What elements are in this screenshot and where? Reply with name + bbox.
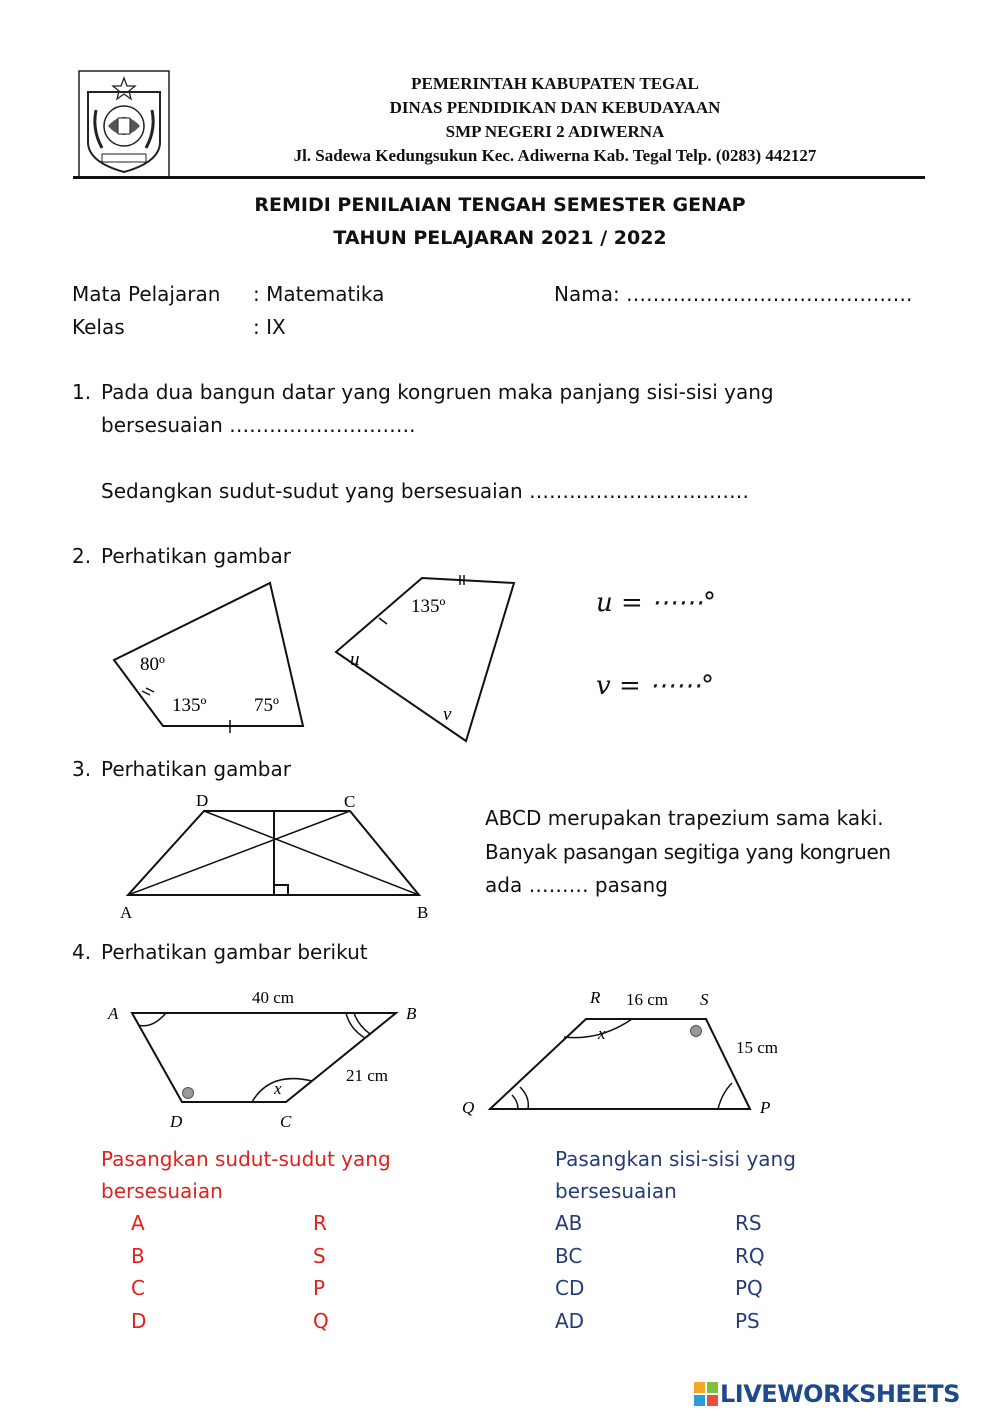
angle-left-item[interactable]: D [131, 1309, 147, 1333]
q4-number: 4. [72, 940, 92, 964]
q3-text: Perhatikan gambar [101, 757, 291, 781]
exam-year: TAHUN PELAJARAN 2021 / 2022 [333, 227, 667, 249]
q2-text: Perhatikan gambar [101, 544, 291, 568]
q3-number: 3. [72, 757, 92, 781]
side-right-item[interactable]: RS [735, 1211, 762, 1235]
side-right-item[interactable]: PQ [735, 1276, 763, 1300]
q4-text: Perhatikan gambar berikut [101, 940, 368, 964]
q2-fig1-angle-135: 135º [172, 695, 207, 716]
q2-fig1-angle-75: 75º [254, 695, 279, 716]
q2-number: 2. [72, 544, 92, 568]
angle-right-item[interactable]: Q [313, 1309, 329, 1333]
angle-left-item[interactable]: C [131, 1276, 145, 1300]
header-line-4: Jl. Sadewa Kedungsukun Kec. Adiwerna Kab. Tegal Telp. (0283) 442127 [293, 146, 817, 165]
angle-right-item[interactable]: P [313, 1276, 326, 1300]
liveworksheets-logo [694, 1379, 994, 1409]
header-divider [73, 176, 925, 179]
q4-fig2-label-r: R [590, 988, 601, 1007]
side-left-item[interactable]: AB [555, 1211, 583, 1235]
q4-fig1-label-d: D [170, 1112, 183, 1131]
q1-line-1: Pada dua bangun datar yang kongruen maka panjang sisi-sisi yang [101, 380, 774, 404]
q4-fig2-side-length: 15 cm [736, 1038, 779, 1057]
side-right-item[interactable]: PS [735, 1309, 760, 1333]
liveworksheets-grid-icon [694, 1382, 718, 1406]
q3-label-b: B [417, 903, 429, 922]
header-line-2: DINAS PENDIDIKAN DAN KEBUDAYAAN [389, 98, 721, 117]
regency-seal-icon [78, 70, 170, 178]
q4-fig2-label-s: S [700, 990, 709, 1009]
subject-value: : Matematika [253, 282, 385, 306]
q4-fig2-top-length: 16 cm [626, 990, 669, 1009]
sides-matching-title-1: Pasangkan sisi-sisi yang [555, 1147, 796, 1171]
angle-left-item[interactable]: B [131, 1244, 145, 1268]
q4-figure-pqrs [460, 985, 800, 1135]
side-left-item[interactable]: BC [555, 1244, 583, 1268]
side-left-item[interactable]: CD [555, 1276, 585, 1300]
q3-desc-1: ABCD merupakan trapezium sama kaki. [485, 806, 884, 830]
q3-answer[interactable]: ada ……… pasang [485, 873, 668, 897]
q3-label-c: C [344, 792, 356, 811]
exam-title: REMIDI PENILAIAN TENGAH SEMESTER GENAP [254, 194, 746, 216]
q4-fig1-label-a: A [108, 1004, 119, 1023]
liveworksheets-brand-text: LIVEWORKSHEETS [720, 1380, 960, 1408]
class-label: Kelas [72, 315, 125, 339]
student-name-field[interactable]: Nama: ……………………………………. [554, 282, 913, 306]
school-logo [78, 70, 170, 178]
q2-figures [100, 570, 540, 750]
q3-label-d: D [196, 791, 209, 810]
q4-fig1-label-b: B [406, 1004, 417, 1023]
q4-fig1-side-length: 21 cm [346, 1066, 389, 1085]
sides-matching-title-2: bersesuaian [555, 1179, 677, 1203]
q2-answer-u[interactable]: u = ⋯⋯° [596, 588, 717, 618]
angle-left-item[interactable]: A [131, 1211, 145, 1235]
q3-trapezoid-figure [112, 788, 452, 923]
side-left-item[interactable]: AD [555, 1309, 585, 1333]
header-line-1: PEMERINTAH KABUPATEN TEGAL [411, 74, 699, 93]
q2-fig1-angle-80: 80º [140, 654, 165, 675]
q4-fig2-label-q: Q [462, 1098, 475, 1117]
q4-fig1-top-length: 40 cm [252, 988, 295, 1007]
q3-label-a: A [120, 903, 133, 922]
q4-fig1-label-c: C [280, 1112, 292, 1131]
q4-fig2-label-p: P [760, 1098, 771, 1117]
subject-label: Mata Pelajaran [72, 282, 221, 306]
q1-number: 1. [72, 380, 92, 404]
q4-figure-abcd [100, 985, 430, 1135]
q2-fig2-var-v: v [443, 704, 452, 725]
q2-fig2-angle-135: 135º [411, 596, 446, 617]
q1-answer-sides[interactable]: bersesuaian ………………………. [101, 413, 416, 437]
q1-answer-angles[interactable]: Sedangkan sudut-sudut yang bersesuaian …………………………… [101, 479, 749, 503]
q2-answer-v[interactable]: v = ⋯⋯° [596, 671, 715, 701]
angles-matching-title-1: Pasangkan sudut-sudut yang [101, 1147, 391, 1171]
angles-matching-title-2: bersesuaian [101, 1179, 223, 1203]
q3-desc-2: Banyak pasangan segitiga yang kongruen [485, 840, 891, 864]
class-value: : IX [253, 315, 286, 339]
side-right-item[interactable]: RQ [735, 1244, 765, 1268]
q2-fig2-var-u: u [350, 649, 360, 670]
header-line-3: SMP NEGERI 2 ADIWERNA [445, 122, 665, 141]
angle-right-item[interactable]: S [313, 1244, 326, 1268]
angle-right-item[interactable]: R [313, 1211, 327, 1235]
q4-fig2-angle-x: x [598, 1024, 606, 1043]
q4-fig1-angle-x: x [274, 1079, 282, 1098]
q4-trapezoid-pqrs [490, 1019, 750, 1109]
